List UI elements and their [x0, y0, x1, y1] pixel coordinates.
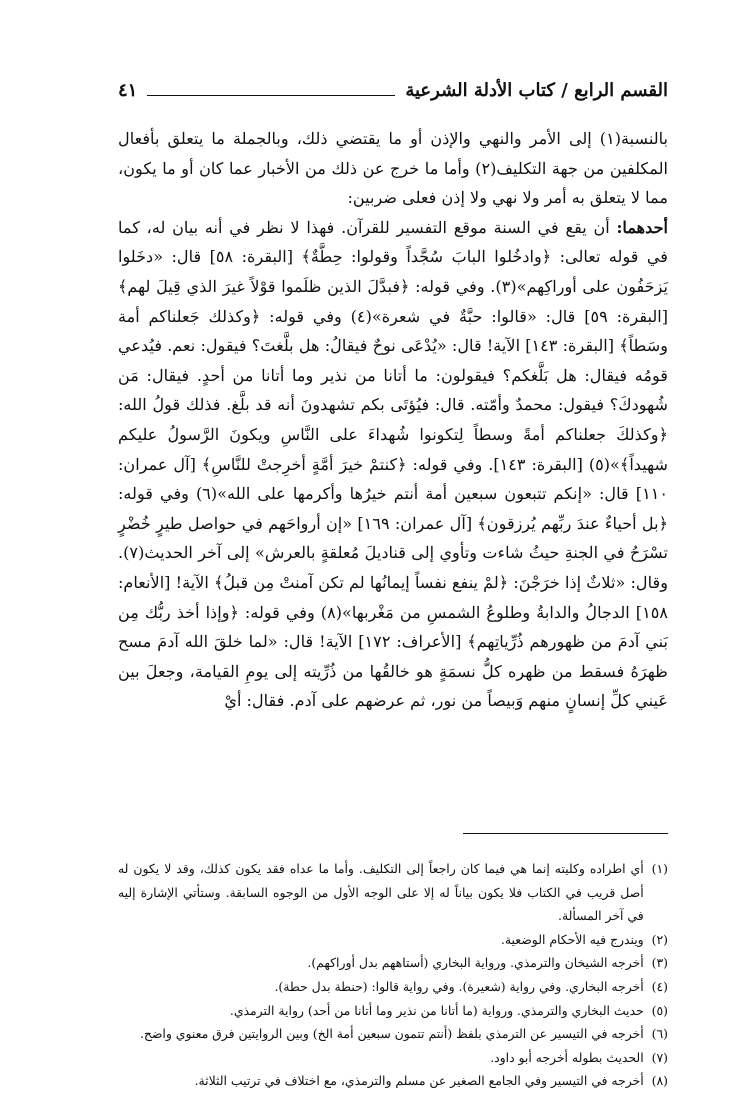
footnote-text: ويندرج فيه الأحكام الوضعية.	[500, 931, 644, 947]
footnote-text: أخرجه في التيسير عن الترمذي بلفظ (أنتم تتمون سبعين أمة الخ) وبين الروايتين فرق معنوي واضح.	[139, 1026, 644, 1042]
paragraph-2-lead: أحدهما:	[616, 217, 668, 237]
footnote-text: أخرجه في التيسير وفي الجامع الصغير عن مسلم والترمذي، مع اختلاف في ترتيب الثلاثة.	[194, 1073, 644, 1089]
footnote-item	[118, 1069, 668, 1093]
footnote-number: (٦)	[651, 1026, 668, 1042]
footnotes	[118, 857, 668, 1093]
paragraph-1: بالنسبة(١) إلى الأمر والنهي والإذن أو ما يقتضي ذلك، وبالجملة ما يتعلق بأفعال المكلفين من جهة التكليف(٢) وأما ما خرج عن ذلك من الأخبار عما كان أو ما يكون، مما لا يتعلق به أمر ولا نهي ولا إذن فعلى ضربين:	[118, 129, 668, 208]
footnote-item	[118, 1046, 668, 1070]
footnote-number: (٨)	[651, 1073, 668, 1089]
footnote-item	[118, 857, 668, 928]
footnote-item	[118, 928, 668, 952]
footnote-number: (٤)	[651, 978, 668, 994]
footnote-number: (٢)	[651, 931, 668, 947]
footnote-number: (٧)	[651, 1049, 668, 1065]
paragraph-2-text: أن يقع في السنة موقع التفسير للقرآن. فهذا لا نظر في أنه بيان له، كما في قوله تعالى: ﴿وادخُلوا البابَ سُجَّداً وقولوا: حِطَّةٌ﴾ [البقرة: ٥٨] قال: «دخَلوا يَزحَفُون على أوراكِهم»(٣). وفي قوله: ﴿فبدَّلَ الذين ظلَموا قوْلاً غيرَ الذي قِيلَ لهم﴾ [البقرة: ٥٩] قال: «قالوا: حبَّةٌ في شعرة»(٤) وفي قوله: ﴿وكذلك جَعلناكم أمة وسَطاً﴾ [البقرة: ١٤٣] الآية! قال: «يُدْعَى نوحٌ فيقالُ: هل بلَّغتَ؟ فيقول: نعم. فيُدعي قومُه فيقال: هل بَلَّغكم؟ فيقولون: ما أتانا من نذير وما أتانا من أحدٍ. فيقال: مَن شُهودكَ؟ فيقول: محمدٌ وأمّته. قال: فيُؤتَى بكم تشهدونَ أنه قد بلَّغ. فذلك قولُ الله: ﴿وكذلكَ جعلناكم أمةً وسطاً لِتكونوا شُهداءَ على النَّاسِ ويكونَ الرَّسولُ عليكم شهيداً﴾»(٥) [البقرة: ١٤٣]. وفي قوله: ﴿كنتمْ خيرَ أمَّةٍ أخرِجتْ للنَّاسِ﴾ [آل عمران: ١١٠] قال: «إنكم تتبعون سبعين أمة أنتم خيرُها وأكرمها على الله»(٦) وفي قوله: ﴿بل أحياءٌ عندَ ربِّهم يُرزقون﴾ [آل عمران: ١٦٩] «إن أرواحَهم في حواصل طيرٍ خُضْرٍ تسْرَحُ في الجنةِ حيثُ شاءت وتأوي إلى قناديلَ مُعلقةٍ بالعرش» إلى آخر الحديث(٧). وقال: «ثلاثٌ إذا خرَجْنَ: ﴿لمْ ينفع نفساً إيمانُها لم تكن آمنتْ مِن قبلُ﴾ الآية! [الأنعام: ١٥٨] الدجالُ والدابةُ وطلوعُ الشمسِ من مَغْربها»(٨) وفي قوله: ﴿وإذا أخذ ربُّك مِن بَني آدمَ من ظهورهم ذُرِّياتِهم﴾ [الأعراف: ١٧٢] الآية! قال: «لما خلقَ الله آدمَ مسح ظهرَهُ فسقط من ظهره كلُّ نسمَةٍ هو خالقُها من ذُرِّيته إلى يومِ القيامة، وجعلَ بين عَيني كلِّ إنسانٍ منهم وَبيصاً من نور، ثم عرضهم على آدم. فقال: أيْ	[118, 217, 668, 711]
footnote-item	[118, 999, 668, 1023]
footnote-number: (١)	[651, 861, 668, 876]
footnote-text: أي اطراده وكليته إنما هي فيما كان راجعاً إلى التكليف. وأما ما عداه فقد يكون كذلك، وقد لا يكون له أصل قريب في الكتاب فلا يكون بياناً له إلا على الوجه الأول من الوجوه السابقة. وستأتي الإشارة إليه في آخر المسألة.	[118, 861, 644, 924]
footnote-number: (٣)	[651, 955, 668, 971]
running-header	[118, 74, 668, 106]
footnote-item	[118, 1022, 668, 1046]
footnote-item	[118, 951, 668, 975]
footnote-text: حديث البخاري والترمذي. ورواية (ما أتانا من نذير وما أتانا من أحد) رواية الترمذي.	[229, 1002, 644, 1018]
paragraph-2	[118, 213, 668, 716]
page-number: ٤١	[118, 79, 138, 101]
footnote-text: أخرجه الشيخان والترمذي. ورواية البخاري (أستاههم بدل أوراكهم).	[307, 955, 644, 971]
footnote-number: (٥)	[651, 1002, 668, 1018]
main-text	[118, 124, 668, 716]
footnote-separator	[463, 833, 668, 834]
header-rule	[147, 95, 395, 96]
footnote-text: أخرجه البخاري. وفي رواية (شعيرة). وفي رواية قالوا: (حنطة بدل حطة).	[274, 978, 644, 994]
footnote-text: الحديث بطوله أخرجه أبو داود.	[490, 1049, 644, 1065]
footnote-item	[118, 975, 668, 999]
header-title: القسم الرابع / كتاب الأدلة الشرعية	[405, 79, 668, 101]
